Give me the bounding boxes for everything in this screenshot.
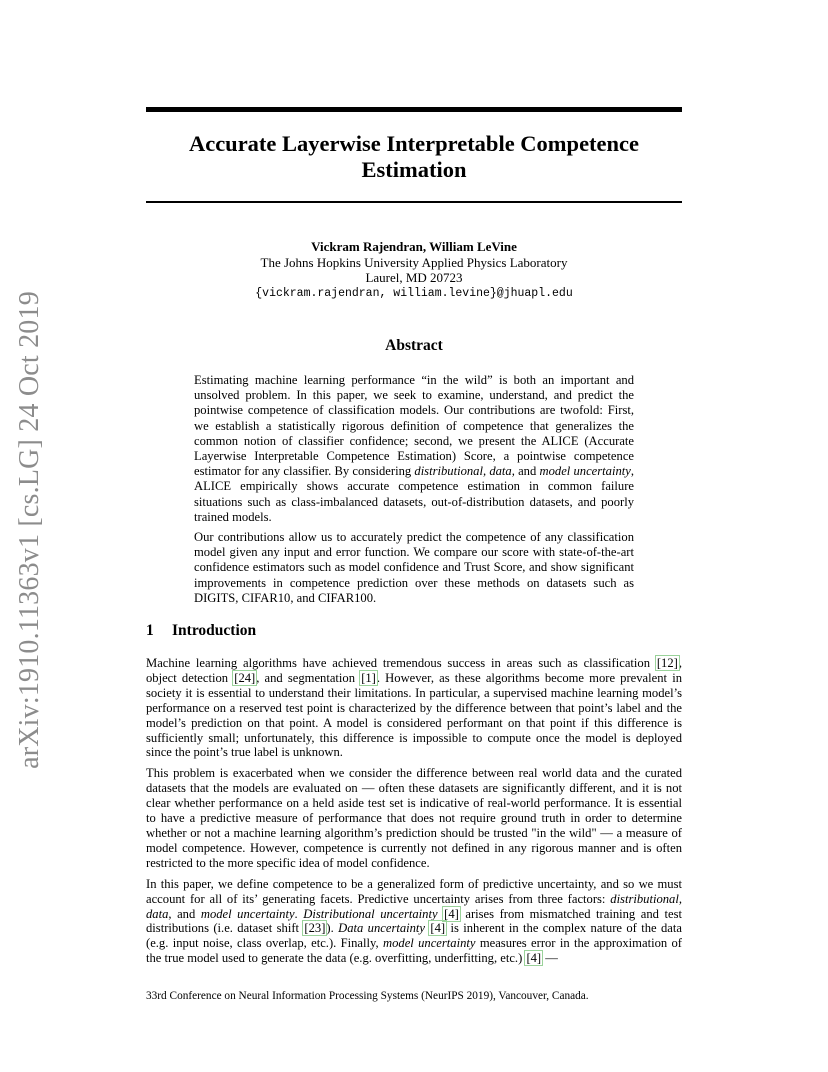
body-text: is inherent in the complex nature of the data (e.g. input noise, class overlap, etc.). Finally, <box>146 921 682 951</box>
abstract-emphasis: distributional, data, <box>414 464 515 479</box>
citation-link[interactable] <box>303 921 326 935</box>
abstract-paragraph-2: Our contributions allow us to accurately predict the competence of any classification model given any input and error function. We compare our score with state-of-the-art confidence estimators such as model confidence and Trust Score, and show significant improvements in competence prediction over these methods on datasets such as DIGITS, CIFAR10, and CIFAR100. <box>194 530 634 605</box>
author-location: Laurel, MD 20723 <box>365 270 463 286</box>
citation-label: [23] <box>304 921 326 936</box>
title-line-2: Estimation <box>361 157 467 182</box>
body-emphasis: distributional, data <box>146 891 682 921</box>
citation-link[interactable] <box>525 951 542 965</box>
citation-link[interactable] <box>360 671 377 685</box>
author-affiliation: The Johns Hopkins University Applied Physics Laboratory <box>260 254 568 270</box>
body-emphasis: Distributional uncertainty <box>303 906 438 921</box>
author-names: Vickram Rajendran, William LeVine <box>311 239 517 254</box>
body-text: measures error in the approximation of the true model used to generate the data (e.g. overfitting, underfitting, etc.) <box>146 936 682 966</box>
body-emphasis: model uncertainty <box>200 906 295 921</box>
body-emphasis: model uncertainty <box>383 936 476 951</box>
introduction-body <box>146 656 682 972</box>
citation-label: [24] <box>234 670 256 685</box>
section-heading-introduction <box>146 622 682 640</box>
section-title: Introduction <box>172 622 257 639</box>
section-number: 1 <box>146 622 154 639</box>
body-paragraph-2: This problem is exacerbated when we consider the difference between real world data and the curated datasets that the models are evaluated on — often these datasets are significantly different, and it is not clear whether performance on a held aside test set is indicative of real-world performance. It is essential to have a predictive measure of performance that does not require ground truth in order to determine whether or not a machine learning algorithm’s prediction should be trusted "in the wild" — a measure of model competence. However, competence is currently not defined in any rigorous manner and is often restricted to the more specific idea of model confidence. <box>146 766 682 870</box>
body-text: , and segmentation <box>256 670 361 685</box>
author-block <box>146 239 682 301</box>
paper-title <box>146 131 682 183</box>
citation-link[interactable] <box>443 907 460 921</box>
title-rule-top <box>146 107 682 112</box>
body-paragraph-1 <box>146 656 682 760</box>
abstract-emphasis: model uncertainty <box>539 464 631 479</box>
citation-label: [4] <box>526 951 542 966</box>
body-paragraph-3 <box>146 877 682 966</box>
arxiv-stamp-text: arXiv:1910.11363v1 [cs.LG] 24 Oct 2019 <box>14 291 46 769</box>
author-email: {vickram.rajendran, william.levine}@jhuapl.edu <box>255 286 573 300</box>
abstract-text: and <box>514 464 540 479</box>
title-rule-bottom <box>146 201 682 203</box>
body-text: , object detection <box>146 656 682 685</box>
citation-label: [4] <box>444 906 459 921</box>
body-text: . However, as these algorithms become more prevalent in society it is essential to understand their limitations. In particular, a supervised machine learning model’s performance on a reserved test point is characterized by the difference between that point’s label and the model’s prediction on that point. A model is considered performant on that point if this difference is sufficiently small; unfortunately, this difference is impossible to compute once the model is deployed since the point’s true label is unknown. <box>146 670 682 760</box>
body-text: Machine learning algorithms have achieved tremendous success in areas such as classification <box>146 656 656 670</box>
abstract-text: , ALICE empirically shows accurate competence estimation in common failure situations such as class-imbalanced datasets, out-of-distribution datasets, and poorly trained models. <box>194 464 635 524</box>
title-line-1: Accurate Layerwise Interpretable Competence <box>188 131 640 156</box>
citation-link[interactable] <box>429 921 446 935</box>
abstract-text: Estimating machine learning performance “in the wild” is both an important and unsolved problem. In this paper, we seek to examine, understand, and predict the pointwise competence of classification models. Our contributions are twofold: First, we establish a statistically rigorous definition of competence that generalizes the common notion of classifier confidence; second, we present the ALICE (Accurate Layerwise Interpretable Competence Estimation) Score, a pointwise competence estimator for any classifier. By considering <box>194 373 634 479</box>
body-text: . <box>294 906 304 921</box>
citation-link[interactable] <box>233 671 256 685</box>
body-emphasis: Data uncertainty <box>338 921 426 936</box>
conference-footnote: 33rd Conference on Neural Information Processing Systems (NeurIPS 2019), Vancouver, Canada. <box>146 990 589 1002</box>
citation-link[interactable] <box>656 656 679 670</box>
abstract-body <box>194 373 634 611</box>
abstract-heading: Abstract <box>385 337 443 354</box>
citation-label: [1] <box>361 670 376 685</box>
body-text: In this paper, we define competence to be a generalized form of predictive uncertainty, and so we must account for all of its’ generating facets. Predictive uncertainty arises from three factors: <box>146 876 682 906</box>
body-text: — <box>542 951 558 966</box>
abstract-paragraph-1 <box>194 373 634 525</box>
arxiv-stamp <box>5 291 55 769</box>
citation-label: [12] <box>656 656 678 670</box>
body-text: arises from mismatched training and test distributions (i.e. dataset shift <box>146 906 683 936</box>
body-text: , and <box>168 906 201 921</box>
body-text: ). <box>326 921 339 936</box>
citation-label: [4] <box>430 921 446 936</box>
